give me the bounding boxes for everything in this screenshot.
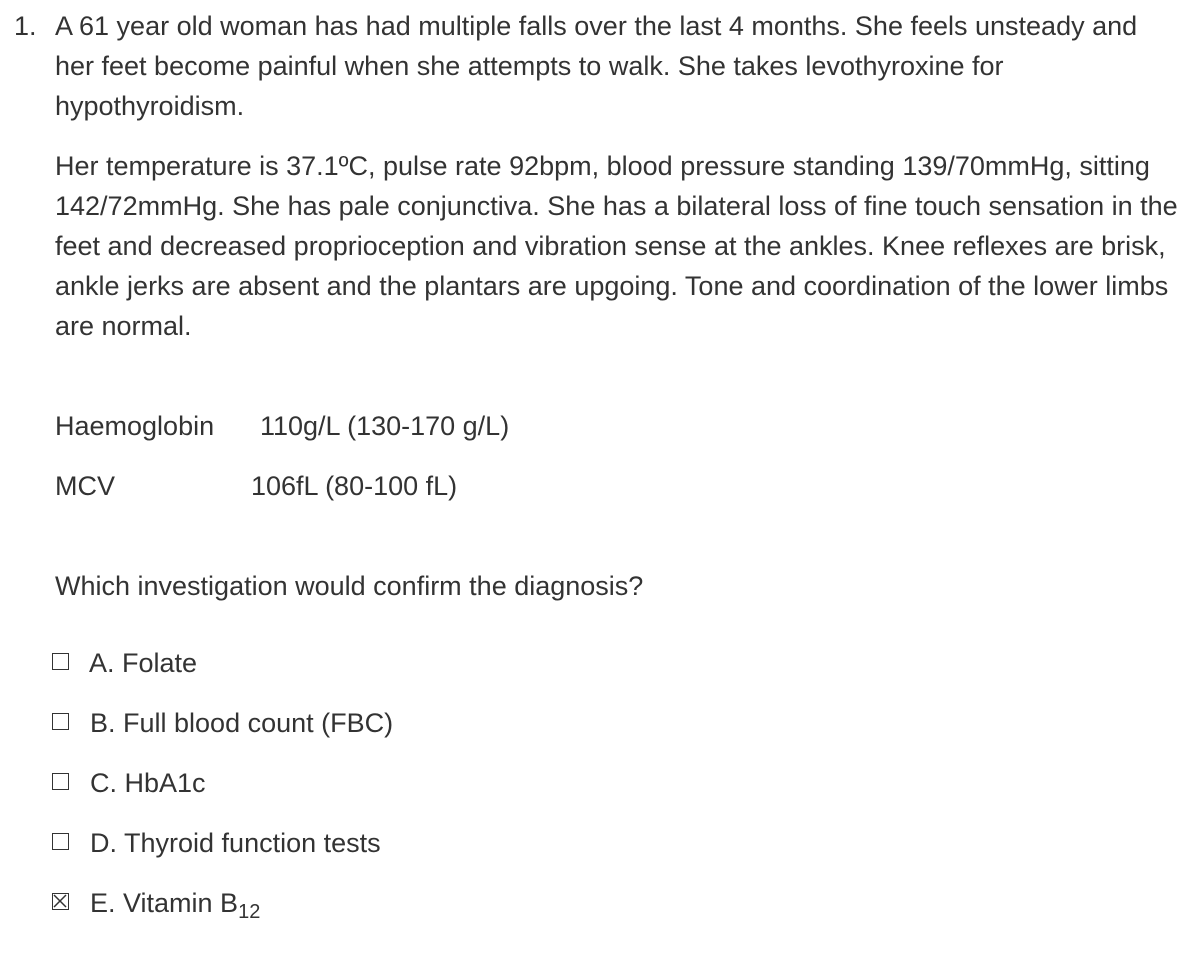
lab-name: Haemoglobin: [55, 411, 215, 441]
lab-value: 110g/L (130-170 g/L): [260, 411, 510, 441]
option-label: A. Folate: [89, 648, 198, 678]
checkbox[interactable]: [52, 653, 69, 670]
option-label: B. Full blood count (FBC): [90, 708, 394, 738]
question-stem: A 61 year old woman has had multiple falls over the last 4 months. She feels unsteady and her feet become painful when she attempts to walk. She takes levothyroxine for hypothyroidism.: [55, 11, 1138, 121]
option-label-text: E. Vitamin B: [90, 888, 239, 918]
option-label: D. Thyroid function tests: [90, 828, 381, 858]
checkbox[interactable]: [52, 773, 69, 790]
lab-name: MCV: [55, 471, 115, 501]
checkbox[interactable]: [52, 713, 69, 730]
question-prompt: Which investigation would confirm the diagnosis?: [55, 571, 644, 601]
checkbox[interactable]: [52, 833, 69, 850]
examination-findings: Her temperature is 37.1ºC, pulse rate 92bpm, blood pressure standing 139/70mmHg, sitting 142/72mmHg. She has pale conjunctiva. She has a bilateral loss of fine touch sensation in the feet and decreased proprioception and vibration sense at the ankles. Knee reflexes are brisk, ankle jerks are absent and the plantars are upgoing. Tone and coordination of the lower limbs are normal.: [55, 151, 1178, 341]
option-label: [90, 883, 260, 923]
checkbox[interactable]: [52, 893, 69, 910]
lab-value: 106fL (80-100 fL): [251, 471, 458, 501]
option-label: C. HbA1c: [90, 768, 206, 798]
cross-mark-icon: [53, 894, 67, 908]
option-label-subscript: 12: [238, 901, 261, 923]
question-number: 1.: [14, 11, 37, 41]
